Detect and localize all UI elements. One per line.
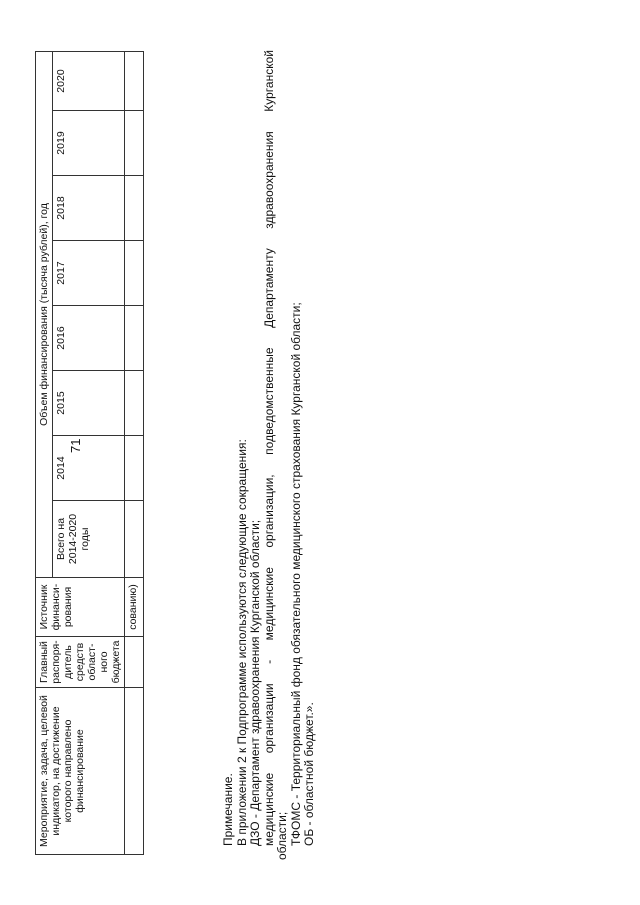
cell-2015 [125, 371, 144, 436]
page-number: 71 [68, 438, 83, 453]
note-mo-line1: медицинские организации - медицинские организации, подведомственные Департаменту здравоохранения Курганской [261, 50, 276, 846]
header-year-2019: 2019 [53, 111, 125, 176]
cell-2017 [125, 241, 144, 306]
header-manager: Главный распоря-дитель средств област-ного бюджета [36, 637, 125, 688]
note-intro: В приложении 2 к Подпрограмме используются следующие сокращения: [234, 439, 249, 846]
note-title: Примечание. [221, 773, 235, 846]
abbreviations-note [222, 50, 317, 860]
cell-2016 [125, 306, 144, 371]
header-year-2018: 2018 [53, 176, 125, 241]
cell-2019 [125, 111, 144, 176]
note-mo-line2: области; [275, 811, 289, 860]
header-year-2016: 2016 [53, 306, 125, 371]
cell-source: сованию) [125, 578, 144, 637]
cell-2018 [125, 176, 144, 241]
header-total: Всего на 2014-2020 годы [53, 501, 125, 578]
header-year-2017: 2017 [53, 241, 125, 306]
financing-table [35, 51, 144, 855]
header-source: Источник финанси-рования [36, 578, 125, 637]
note-dzo: ДЗО - Департамент здравоохранения Курганской области; [248, 519, 262, 846]
cell-event [125, 688, 144, 855]
note-ob: ОБ - областной бюджет.». [302, 702, 316, 846]
cell-manager [125, 637, 144, 688]
header-year-2014: 2014 [53, 436, 125, 501]
table-row [125, 52, 144, 855]
header-funding: Объем финансирования (тысяча рублей), год [36, 52, 53, 578]
note-tfoms: ТФОМС - Территориальный фонд обязательного медицинского страхования Курганской области; [288, 302, 303, 846]
cell-2020 [125, 52, 144, 111]
cell-total [125, 501, 144, 578]
header-event: Мероприятие, задача, целевой индикатор, на достижение которого направлено финансирование [36, 688, 125, 855]
header-year-2020: 2020 [53, 52, 125, 111]
cell-2014 [125, 436, 144, 501]
table-header-row [36, 52, 53, 855]
header-year-2015: 2015 [53, 371, 125, 436]
